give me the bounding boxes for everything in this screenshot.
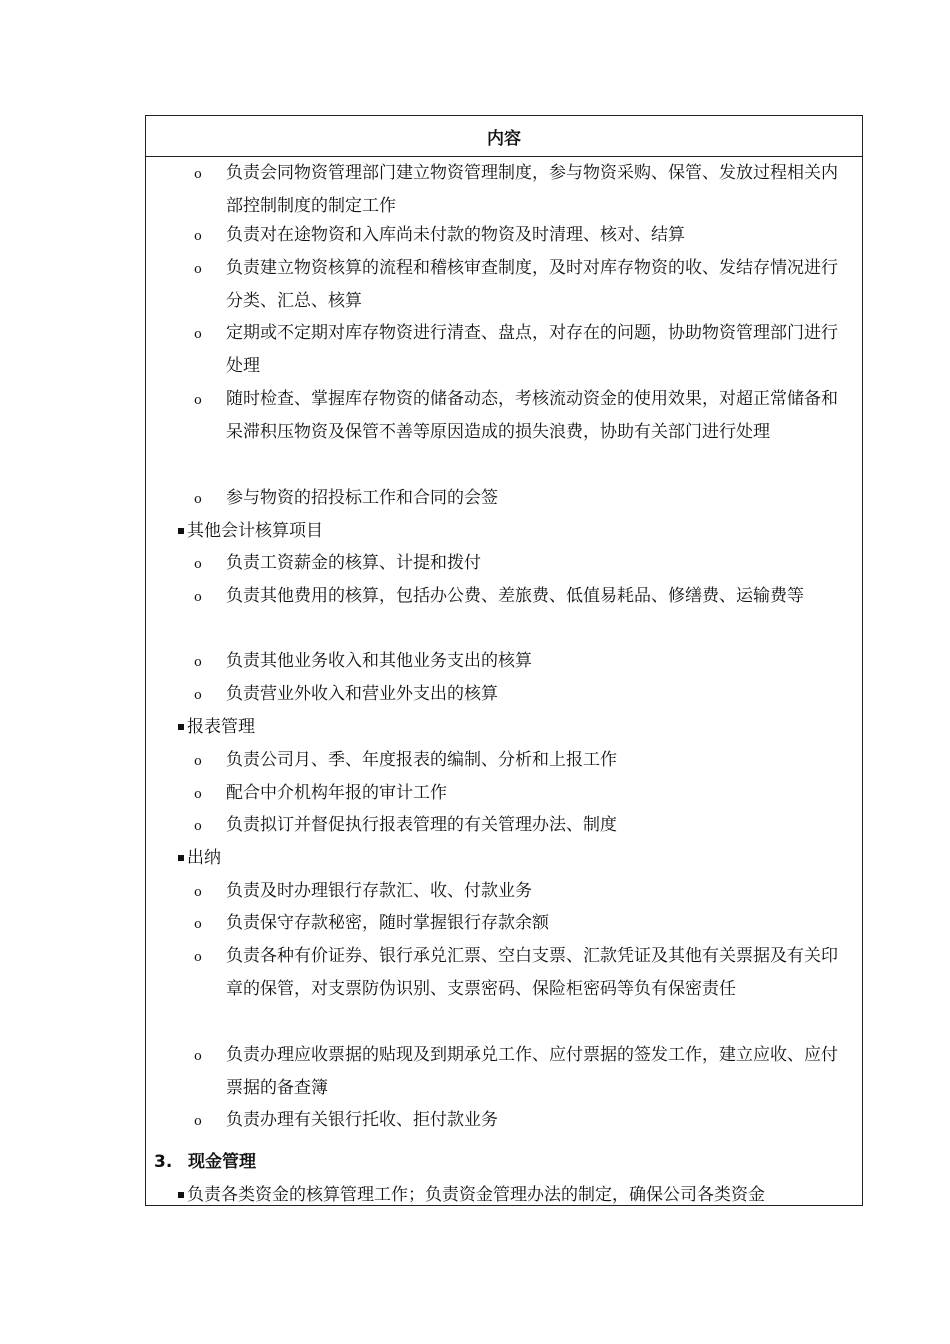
sub-item-text: 负责办理应收票据的贴现及到期承兑工作、应付票据的签发工作，建立应收、应付票据的备查簿 [226, 1045, 838, 1098]
sub-item-text: 负责对在途物资和入库尚未付款的物资及时清理、核对、结算 [226, 225, 685, 245]
sub-item [146, 317, 862, 382]
circle-bullet-icon: o [194, 688, 202, 703]
sub-item [146, 777, 862, 810]
sub-item [146, 744, 862, 777]
sub-item-text: 负责工资薪金的核算、计提和拨付 [226, 553, 481, 573]
sub-item-text: 参与物资的招投标工作和合同的会签 [226, 488, 498, 508]
paragraph [146, 1179, 862, 1211]
category-heading [146, 842, 862, 874]
section-number: 3. [154, 1152, 173, 1172]
sub-item [146, 907, 862, 940]
sub-item-text: 负责各种有价证券、银行承兑汇票、空白支票、汇款凭证及其他有关票据及有关印章的保管，对支票防伪识别、支票密码、保险柜密码等负有保密责任 [226, 946, 838, 999]
category-heading-text: 出纳 [187, 848, 221, 868]
square-bullet-icon [178, 528, 184, 534]
circle-bullet-icon: o [194, 327, 202, 342]
content-table [145, 115, 863, 1206]
sub-item [146, 157, 862, 222]
sub-item [146, 482, 862, 515]
circle-bullet-icon: o [194, 885, 202, 900]
sub-item-text: 负责营业外收入和营业外支出的核算 [226, 684, 498, 704]
sub-item-text: 负责公司月、季、年度报表的编制、分析和上报工作 [226, 750, 617, 770]
sub-item-text: 负责建立物资核算的流程和稽核审查制度，及时对库存物资的收、发结存情况进行分类、汇总、核算 [226, 258, 838, 311]
circle-bullet-icon: o [194, 787, 202, 802]
circle-bullet-icon: o [194, 950, 202, 965]
circle-bullet-icon: o [194, 590, 202, 605]
sub-item [146, 547, 862, 580]
category-heading [146, 711, 862, 743]
sub-item [146, 219, 862, 252]
circle-bullet-icon: o [194, 655, 202, 670]
square-bullet-icon [178, 1192, 184, 1198]
paragraph-text: 负责各类资金的核算管理工作；负责资金管理办法的制定，确保公司各类资金 [187, 1185, 765, 1205]
sub-item [146, 809, 862, 842]
sub-item-text: 负责拟订并督促执行报表管理的有关管理办法、制度 [226, 815, 617, 835]
sub-item-text: 负责其他费用的核算，包括办公费、差旅费、低值易耗品、修缮费、运输费等 [226, 586, 804, 606]
circle-bullet-icon: o [194, 167, 202, 182]
sub-item [146, 1104, 862, 1137]
sub-item [146, 580, 862, 613]
sub-item-text: 负责其他业务收入和其他业务支出的核算 [226, 651, 532, 671]
category-heading [146, 515, 862, 547]
sub-item [146, 678, 862, 711]
circle-bullet-icon: o [194, 1114, 202, 1129]
category-heading-text: 报表管理 [187, 717, 255, 737]
sub-item-text: 负责办理有关银行托收、拒付款业务 [226, 1110, 498, 1130]
circle-bullet-icon: o [194, 492, 202, 507]
circle-bullet-icon: o [194, 917, 202, 932]
sub-item-text: 定期或不定期对库存物资进行清查、盘点，对存在的问题，协助物资管理部门进行处理 [226, 323, 838, 376]
section-title: 现金管理 [188, 1152, 256, 1172]
sub-item [146, 940, 862, 1005]
section-heading [146, 1146, 862, 1178]
sub-item-text: 配合中介机构年报的审计工作 [226, 783, 447, 803]
sub-item [146, 252, 862, 317]
circle-bullet-icon: o [194, 262, 202, 277]
table-header: 内容 [146, 116, 862, 157]
sub-item [146, 875, 862, 908]
circle-bullet-icon: o [194, 1049, 202, 1064]
sub-item-text: 负责及时办理银行存款汇、收、付款业务 [226, 881, 532, 901]
sub-item [146, 645, 862, 678]
category-heading-text: 其他会计核算项目 [187, 521, 323, 541]
sub-item [146, 383, 862, 448]
sub-item-text: 负责保守存款秘密，随时掌握银行存款余额 [226, 913, 549, 933]
circle-bullet-icon: o [194, 393, 202, 408]
circle-bullet-icon: o [194, 229, 202, 244]
sub-item-text: 随时检查、掌握库存物资的储备动态，考核流动资金的使用效果，对超正常储备和呆滞积压物资及保管不善等原因造成的损失浪费，协助有关部门进行处理 [226, 389, 838, 442]
circle-bullet-icon: o [194, 754, 202, 769]
sub-item-text: 负责会同物资管理部门建立物资管理制度，参与物资采购、保管、发放过程相关内部控制制度的制定工作 [226, 163, 838, 216]
circle-bullet-icon: o [194, 557, 202, 572]
square-bullet-icon [178, 724, 184, 730]
circle-bullet-icon: o [194, 819, 202, 834]
sub-item [146, 1039, 862, 1104]
square-bullet-icon [178, 855, 184, 861]
